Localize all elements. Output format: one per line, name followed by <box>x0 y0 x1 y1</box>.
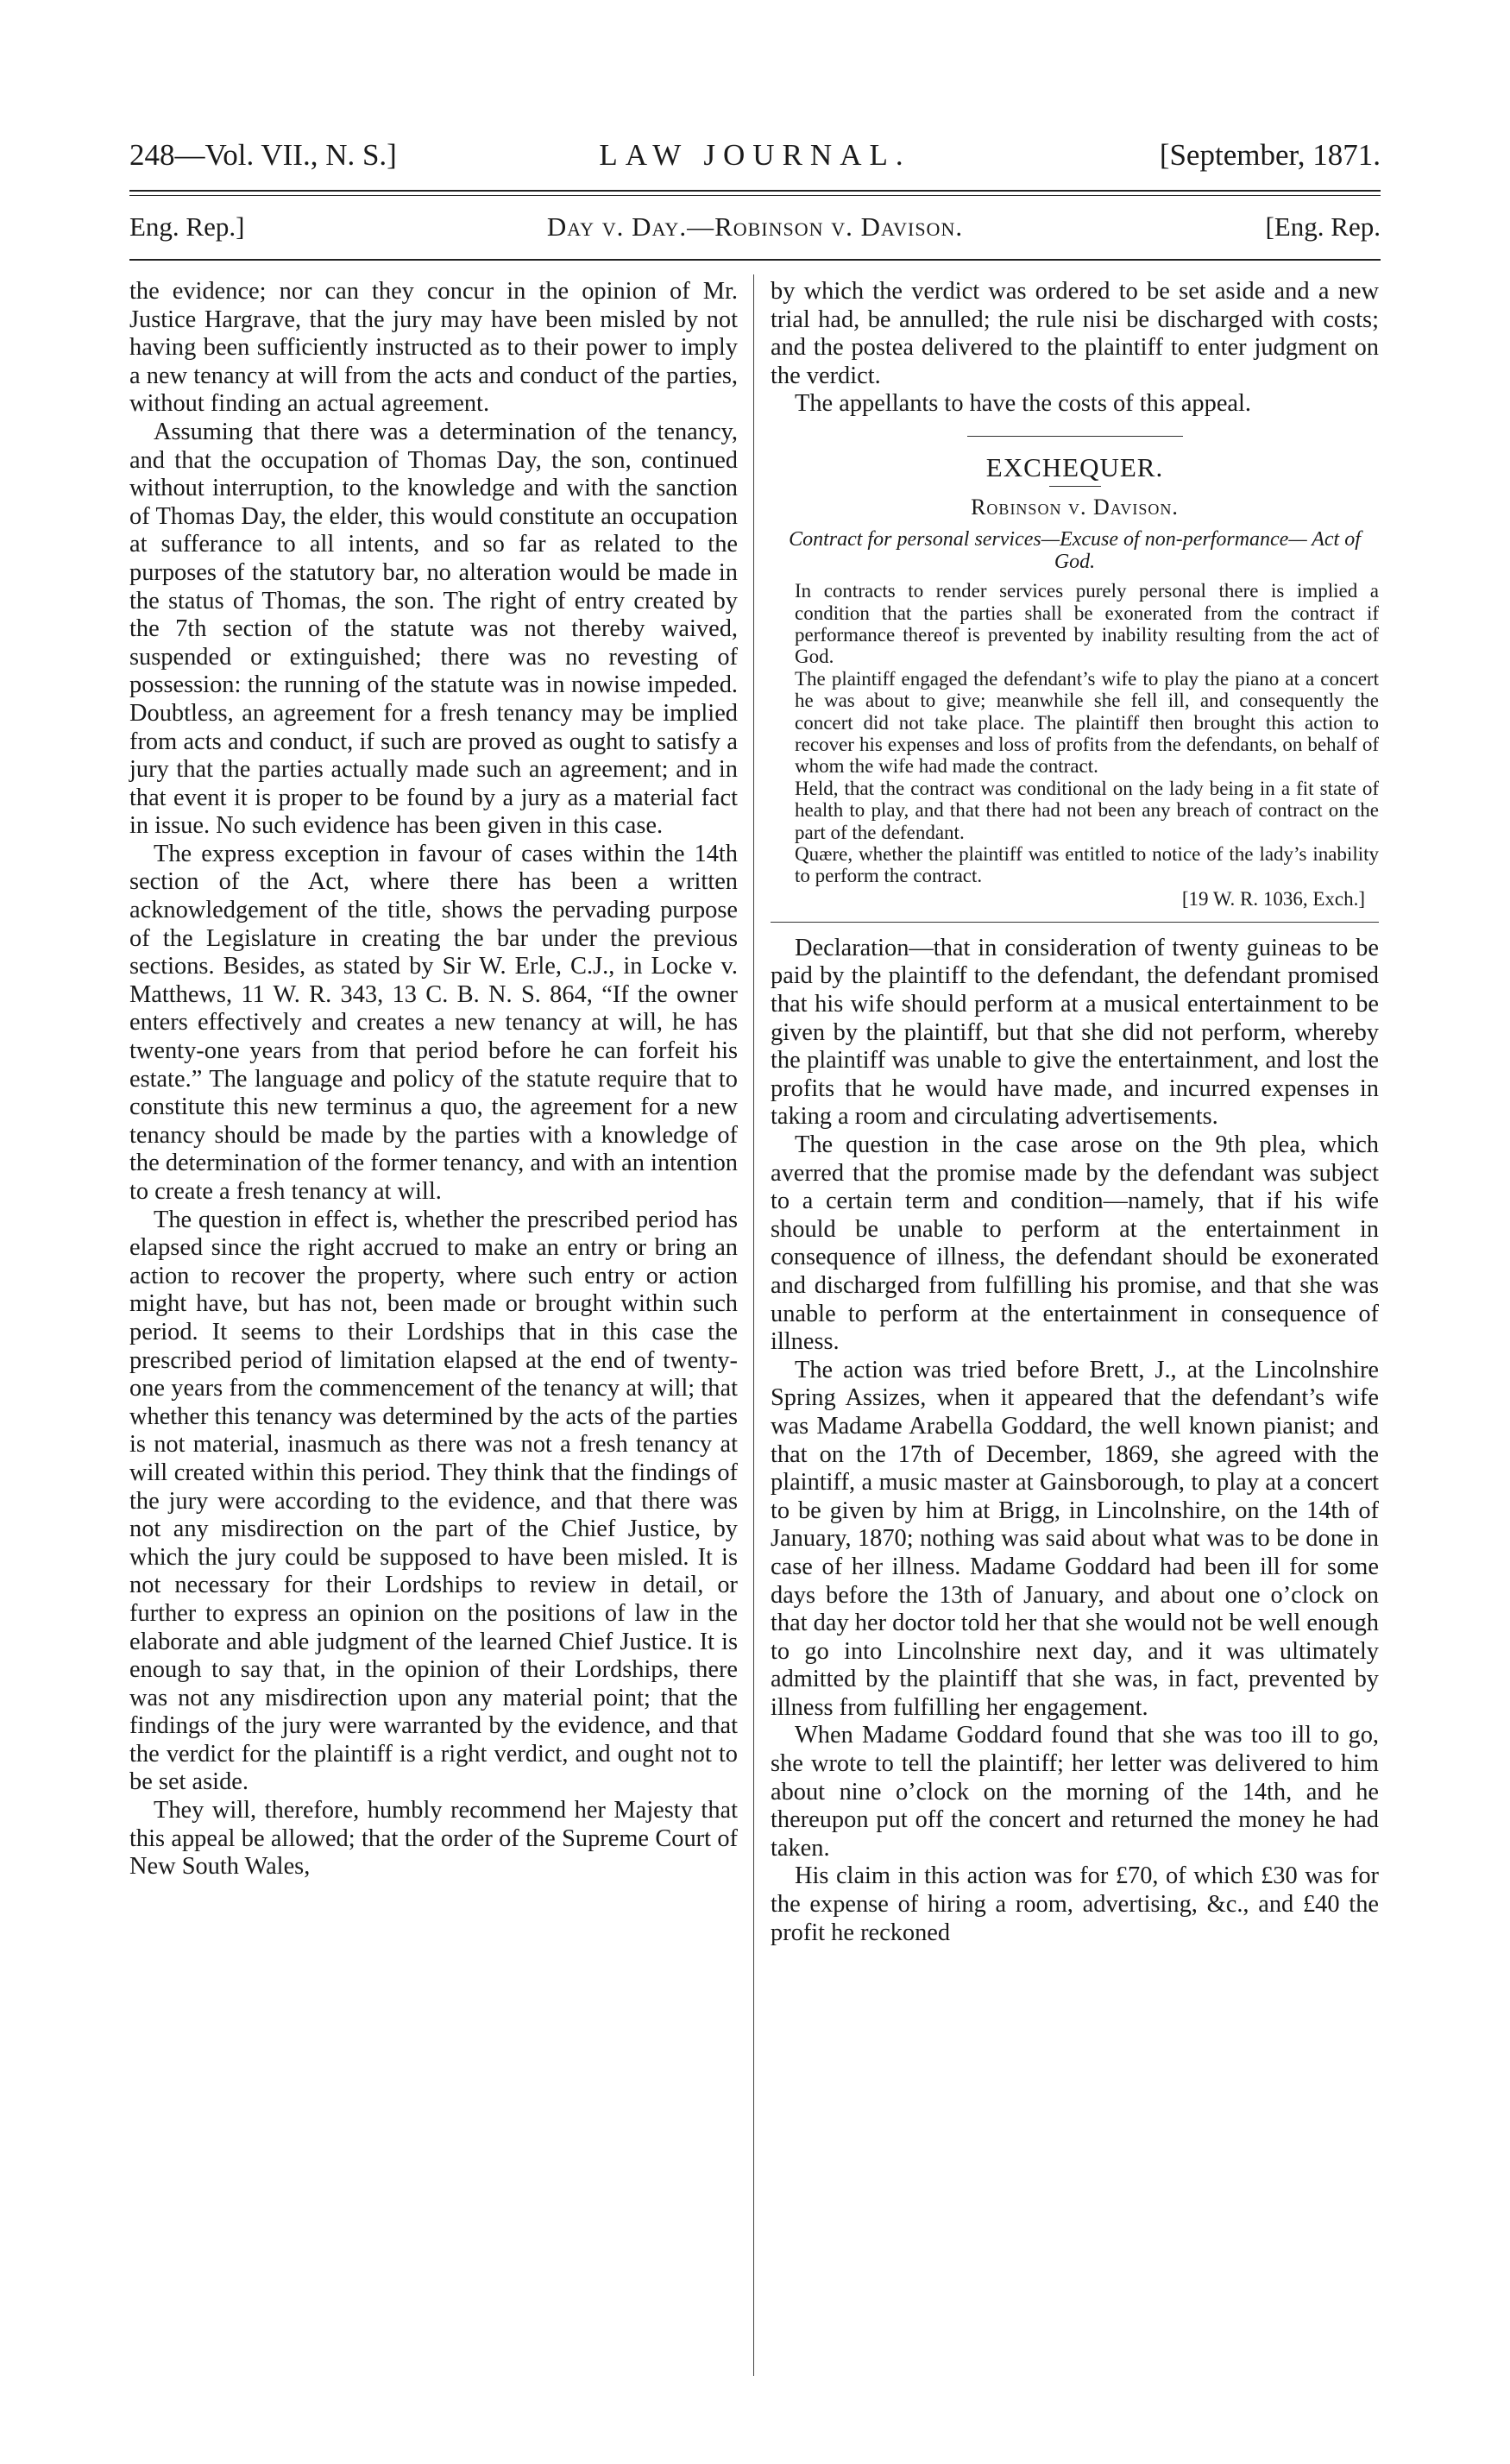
right-paragraph-3: Declaration—that in consideration of twenty guineas to be paid by the plaintiff to the defendant, the defendant promised that his wife should perform at a musical entertainment to be given by the plaintiff, but that she did not perform, whereby the plaintiff was unable to give the entertainment, and lost the profits that he would have made, and incurred expenses in taking a room and circulating advertisements. <box>771 934 1379 1131</box>
page-volume: 248—Vol. VII., N. S.] <box>129 138 397 172</box>
case-citation: [19 W. R. 1036, Exch.] <box>1181 887 1365 910</box>
left-paragraph-4: The question in effect is, whether the prescribed period has elapsed since the right accrued to make an entry or bring an action to recover the property, where such entry or action might have, but has not, been made or brought within such period. It seems to their Lordships that in this case the prescribed period of limitation elapsed at the end of twenty-one years from the commencement of the tenancy at will; that whether this tenancy was determined by the acts of the parties is not material, inasmuch as there was not a fresh tenancy at will created within this period. They think that the findings of the jury were according to the evidence, and that there was not any misdirection on the part of the Chief Justice, by which the jury could be supposed to have been misled. It is not necessary for their Lordships to review in detail, or further to express an opinion on the positions of law in the elaborate and able judgment of the learned Chief Justice. It is enough to say that, in the opinion of their Lordships, there was not any misdirection upon any material point; that the findings of the jury were warranted by the evidence, and that the verdict for the plaintiff is a right verdict, and ought not to be set aside. <box>129 1206 738 1796</box>
right-column <box>771 278 1379 1947</box>
case-header <box>129 211 1381 246</box>
left-paragraph-3: The express exception in favour of cases within the 14th section of the Act, where there has been a written acknowledgement of the title, shows the pervading purpose of the Legislature in creating the bar under the previous sections. Besides, as stated by Sir W. Erle, C.J., in Locke v. Matthews, 11 W. R. 343, 13 C. B. N. S. 864, “If the owner enters effectively and creates a new tenancy at will, he has twenty-one years from that period before he can forfeit his estate.” The language and policy of the statute require that to constitute this new terminus a quo, the agreement for a new tenancy should be made by the parties with a knowledge of the determination of the former tenancy, and with an intention to create a fresh tenancy at will. <box>129 840 738 1205</box>
section-title-rule <box>1049 486 1101 487</box>
journal-title: LAW JOURNAL. <box>599 138 911 172</box>
left-paragraph-5: They will, therefore, humbly recommend her Majesty that this appeal be allowed; that the order of the Supreme Court of New South Wales, <box>129 1797 738 1881</box>
column-divider <box>753 274 754 2376</box>
right-paragraph-2: The appellants to have the costs of this appeal. <box>795 390 1252 418</box>
headnote-1: In contracts to render services purely personal there is implied a condition that the parties shall be exonerated from the contract if performance thereof is prevented by inability resulting from the act of God. <box>795 580 1379 668</box>
report-rule <box>771 922 1379 923</box>
left-paragraph-2: Assuming that there was a determination of the tenancy, and that the occupation of Thomas Day, the son, continued without interruption, to the knowledge and with the sanction of Thomas Day, the elder, this would constitute an occupation at sufferance to all intents, and so far as related to the purposes of the statutory bar, no alteration would be made in the status of Thomas, the son. The right of entry created by the 7th section of the statute was not thereby waived, suspended or extinguished; there was no revesting of possession: the running of the statute was in nowise impeded. Doubtless, an agreement for a fresh tenancy may be implied from acts and conduct, if such are proved as ought to satisfy a jury that the parties actually made such an agreement; and in that event it is proper to be found by a jury as a material fact in issue. No such evidence has been given in this case. <box>129 418 738 840</box>
catchwords: Contract for personal services—Excuse of non-performance— Act of God. <box>789 528 1361 574</box>
section-rule <box>967 436 1183 437</box>
case-title: Robinson v. Davison. <box>971 494 1179 520</box>
right-paragraph-6: When Madame Goddard found that she was too ill to go, she wrote to tell the plaintiff; her letter was delivered to him about nine o’clock on the morning of the 14th, and he thereupon put off the concert and returned the money he had taken. <box>771 1722 1379 1862</box>
left-paragraph-1: the evidence; nor can they concur in the opinion of Mr. Justice Hargrave, that the jury may have been misled by not having been sufficiently instructed as to their power to imply a new tenancy at will from the acts and conduct of the parties, without finding an actual agreement. <box>129 278 738 418</box>
case-header-left: Eng. Rep.] <box>129 211 245 242</box>
case-header-rule <box>129 259 1381 261</box>
running-head <box>129 138 1381 176</box>
issue-date: [September, 1871. <box>1159 138 1381 172</box>
case-header-right: [Eng. Rep. <box>1265 211 1381 242</box>
right-paragraph-5: The action was tried before Brett, J., at the Lincolnshire Spring Assizes, when it appeared that the defendant’s wife was Madame Arabella Goddard, the well known pianist; and that on the 17th of December, 1869, she agreed with the plaintiff, a music master at Gainsborough, to play at a concert to be given by him at Brigg, in Lincolnshire, on the 14th of January, 1870; nothing was said about what was to be done in case of her illness. Madame Goddard had been ill for some days before the 13th of January, and about one o’clock on that day her doctor told her that she would not be well enough to go into Lincolnshire next day, and it was ultimately admitted by the plaintiff that she was, in fact, prevented by illness from fulfilling her engagement. <box>771 1356 1379 1721</box>
right-paragraph-1: by which the verdict was ordered to be set aside and a new trial had, be annulled; the rule nisi be discharged with costs; and the postea delivered to the plaintiff to enter judgment on the verdict. <box>771 278 1379 389</box>
headnote-3: Held, that the contract was conditional on the lady being in a fit state of health to play, and that there had not been any breach of contract on the part of the defendant. <box>795 777 1379 843</box>
case-header-title: Day v. Day.—Robinson v. Davison. <box>546 211 964 242</box>
header-rule-top <box>129 190 1381 192</box>
header-rule-bottom <box>129 195 1381 196</box>
left-column <box>129 278 738 1881</box>
headnote-4: Quære, whether the plaintiff was entitled to notice of the lady’s inability to perform the contract. <box>795 843 1379 887</box>
section-title: EXCHEQUER. <box>985 451 1164 482</box>
right-paragraph-7: His claim in this action was for £70, of which £30 was for the expense of hiring a room, advertising, &c., and £40 the profit he reckoned <box>771 1862 1379 1946</box>
right-paragraph-4: The question in the case arose on the 9th plea, which averred that the promise made by the defendant was subject to a certain term and condition—namely, that if his wife should be unable to perform at the entertainment in consequence of illness, the defendant should be exonerated and discharged from fulfilling his promise, and that she was unable to perform at the entertainment in consequence of illness. <box>771 1131 1379 1356</box>
headnote-2: The plaintiff engaged the defendant’s wife to play the piano at a concert he was about to give; meanwhile she fell ill, and consequently the concert did not take place. The plaintiff then brought this action to recover his expenses and loss of profits from the defendants, on behalf of whom the wife had made the contract. <box>795 667 1379 778</box>
